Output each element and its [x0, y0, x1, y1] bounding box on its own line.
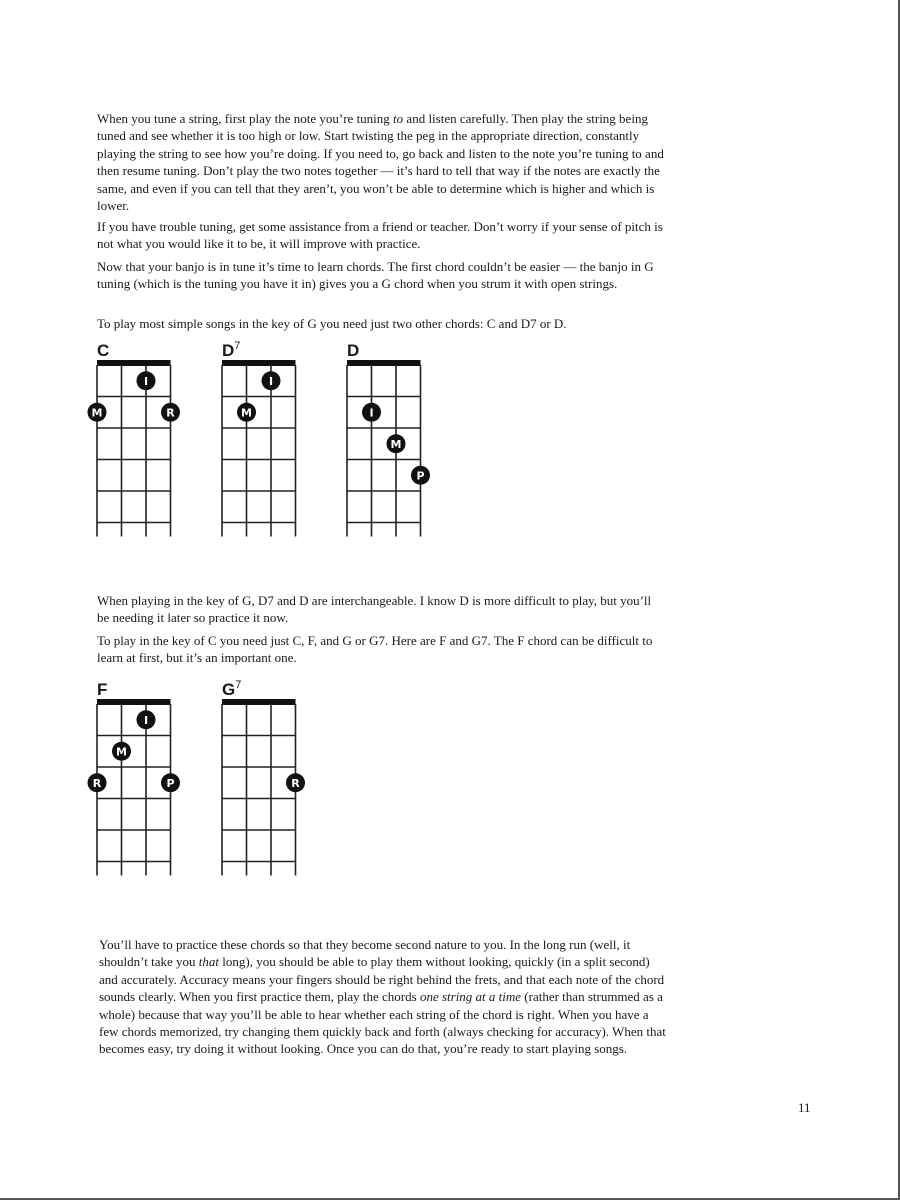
- finger-dot: [88, 403, 107, 422]
- finger-label: I: [143, 713, 149, 727]
- finger-dot: [112, 742, 131, 761]
- fretboard-grid: [85, 698, 191, 880]
- fretboard-grid: [210, 359, 316, 541]
- finger-label: I: [268, 374, 274, 388]
- chord-name: [222, 680, 241, 700]
- chord-name-letter: D: [222, 341, 235, 360]
- finger-label: M: [390, 437, 402, 451]
- page-number: 11: [798, 1100, 811, 1115]
- finger-label: R: [92, 776, 102, 790]
- chord-name-letter: D: [347, 341, 360, 360]
- chord-name: [347, 341, 359, 361]
- paragraph-text-run: You’ll have to practice these chords so that they become second nature to you. In the long run (well, it shouldn’t take you: [99, 937, 631, 970]
- chord-diagram-g7: [222, 679, 312, 904]
- chord-name: [97, 341, 109, 361]
- chord-diagram-f: [92, 680, 187, 904]
- fretboard-grid: [335, 359, 441, 541]
- finger-label: P: [416, 469, 425, 483]
- paragraph-text-run: (rather than strummed as a whole) because that way you’ll be able to hear whether each string of the chord is right. When you have a few chords memorized, try changing them quickly back and forth (always checking for accuracy). When that becomes easy, try doing it without looking. Once you can do that, you’re ready to start playing songs.: [99, 989, 666, 1057]
- finger-dot: [137, 710, 156, 729]
- nut: [97, 360, 171, 366]
- finger-dot: [237, 403, 256, 422]
- paragraph-practice: [99, 936, 671, 1058]
- emphasis-text: that: [198, 954, 220, 970]
- chord-name: [222, 341, 240, 361]
- nut: [97, 699, 171, 705]
- finger-dot: [137, 371, 156, 390]
- finger-dot: [161, 773, 180, 792]
- paragraph-tuning-help: If you have trouble tuning, get some assistance from a friend or teacher. Don’t worry if your sense of pitch is not what you would like it to be, it will improve with practice.: [97, 219, 663, 252]
- paragraph-key-of-c: To play in the key of C you need just C, F, and G or G7. Here are F and G7. The F chord can be difficult to learn at first, but it’s an important one.: [97, 633, 653, 666]
- finger-label: M: [241, 406, 252, 420]
- chord-name-letter: F: [97, 680, 108, 699]
- chord-name-superscript: 7: [235, 679, 242, 691]
- finger-label: M: [91, 406, 103, 420]
- finger-dot: [286, 773, 305, 792]
- finger-dot: [161, 403, 180, 422]
- paragraph-text-run: long), you should be able to play them without looking, quickly (in a split second) and accurately. Accuracy means your fingers should be right behind the frets, and that each note of the chord sounds clearly. When you first practice them, play the chords: [99, 954, 665, 1005]
- finger-dot: [411, 466, 430, 485]
- chord-diagram-d: [347, 341, 437, 565]
- chord-name-superscript: 7: [234, 340, 241, 352]
- chord-name-letter: C: [97, 341, 110, 360]
- paragraph-learn-chords: Now that your banjo is in tune it’s time to learn chords. The first chord couldn’t be easier — the banjo in G tuning (which is the tuning you have it in) gives you a G chord when you strum it with open strings.: [97, 259, 654, 292]
- finger-dot: [387, 434, 406, 453]
- paragraph-tuning-method: [97, 110, 679, 214]
- nut: [347, 360, 421, 366]
- finger-label: R: [166, 406, 175, 420]
- chord-diagram-d7: [222, 340, 312, 565]
- finger-label: M: [116, 745, 127, 759]
- finger-dot: [88, 773, 107, 792]
- finger-dot: [362, 403, 381, 422]
- finger-label: I: [369, 406, 374, 420]
- finger-label: P: [166, 776, 175, 790]
- finger-dot: [262, 371, 281, 390]
- nut: [222, 360, 296, 366]
- paragraph-text-run: and listen carefully. Then play the string being tuned and see whether it is too high or low. Start twisting the peg in the appropriate direction, constantly playing the string to see how you’re doing. If you need to, go back and listen to the note you’re tuning to and then resume tuning. Don’t play the two notes together — it’s hard to tell that way if the notes are exactly the same, and even if you can tell that they aren’t, you won’t be able to determine which is higher and which is lower.: [97, 111, 664, 214]
- fretboard-grid: [85, 359, 191, 541]
- chord-diagram-c: [91, 341, 187, 565]
- fretboard-grid: [210, 698, 316, 880]
- nut: [222, 699, 296, 705]
- paragraph-key-of-g: To play most simple songs in the key of G you need just two other chords: C and D7 or D.: [97, 316, 567, 331]
- finger-label: R: [291, 776, 300, 790]
- paragraph-interchangeable: When playing in the key of G, D7 and D are interchangeable. I know D is more difficult to play, but you’ll be needing it later so practice it now.: [97, 593, 652, 626]
- chord-name: [97, 680, 107, 700]
- emphasis-text: one string at a time: [419, 989, 522, 1005]
- paragraph-text-run: When you tune a string, first play the note you’re tuning: [97, 111, 394, 126]
- chord-name-letter: G: [222, 680, 236, 699]
- finger-label: I: [143, 374, 149, 388]
- emphasis-text: to: [393, 111, 404, 126]
